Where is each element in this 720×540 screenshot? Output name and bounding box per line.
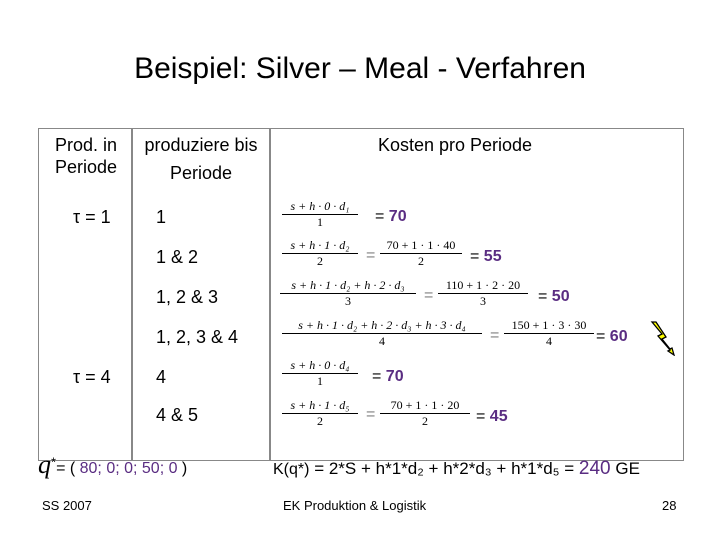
lightning-icon [648, 320, 676, 356]
cost-fraction-numeric: $\frac{70 + 1 \cdot 1 \cdot 20}{2}$ [380, 398, 470, 429]
cost-fraction: $\frac{\text{s + h · 1 · d₂ + h · 2 · d₃}}{3}$ [280, 278, 416, 309]
q-symbol: q [38, 450, 51, 479]
range-label: 4 [156, 367, 167, 387]
equals-sign: = [366, 247, 376, 264]
range-label: 4 & 5 [156, 405, 199, 425]
cost-result: = 70 [375, 208, 407, 225]
cost-result: = 45 [476, 408, 508, 425]
range-label: 1 & 2 [156, 247, 199, 267]
table-divider [38, 128, 684, 129]
total-cost-formula: K(q*) = 2*S + h*1*d₂ + h*2*d₃ + h*1*d₅ = 240 GE [273, 458, 640, 479]
cost-result: = 55 [470, 248, 502, 265]
tau-label: τ = 1 [73, 207, 111, 227]
cost-fraction: $\frac{\text{s + h · 0 · d₁}}{1}$ [282, 199, 358, 230]
header-cost-per-period: Kosten pro Periode [377, 135, 533, 155]
cost-fraction: $\frac{\text{s + h · 0 · d₄}}{1}$ [282, 358, 358, 389]
cost-fraction-numeric: $\frac{150 + 1 \cdot 3 \cdot 30}{4}$ [504, 318, 594, 349]
equals-sign: = [490, 327, 500, 344]
table-divider [38, 128, 39, 460]
total-cost-value: 240 [578, 458, 611, 479]
total-cost-unit: GE [615, 459, 640, 478]
slide-title: Beispiel: Silver – Meal - Verfahren [134, 52, 586, 85]
cost-fraction: $\frac{\text{s + h · 1 · d₂ + h · 2 · d₃ + h · 3 · d₄}}{4}$ [282, 318, 482, 349]
range-label: 1, 2 & 3 [156, 287, 219, 307]
range-label: 1 [156, 207, 167, 227]
header-prod-period: Prod. in Periode [54, 135, 118, 177]
cost-fraction: $\frac{\text{s + h · 1 · d₅}}{2}$ [282, 398, 358, 429]
range-label: 1, 2, 3 & 4 [156, 327, 239, 347]
total-cost-label: K(q*) [273, 461, 310, 478]
tau-label: τ = 4 [73, 367, 111, 387]
cost-fraction-numeric: $\frac{110 + 1 \cdot 2 \cdot 20}{3}$ [438, 278, 528, 309]
optimal-q: q*= ( 80; 0; 0; 50; 0 ) [38, 450, 188, 479]
cost-fraction: $\frac{\text{s + h · 1 · d₂}}{2}$ [282, 238, 358, 269]
cost-result: = 60 [596, 328, 628, 345]
header-produce-until: produziere bis Periode [144, 135, 258, 183]
cost-result: = 50 [538, 288, 570, 305]
cost-fraction-numeric: $\frac{70 + 1 \cdot 1 \cdot 40}{2}$ [380, 238, 462, 269]
equals-sign: = [424, 287, 434, 304]
footer-course: EK Produktion & Logistik [283, 498, 427, 513]
q-values: = ( 80; 0; 0; 50; 0 ) [56, 460, 188, 477]
table-divider [269, 128, 271, 460]
footer-semester: SS 2007 [42, 498, 92, 513]
table-divider [683, 128, 684, 460]
footer-page-number: 28 [662, 498, 677, 513]
equals-sign: = [366, 406, 376, 423]
cost-result: = 70 [372, 368, 404, 385]
